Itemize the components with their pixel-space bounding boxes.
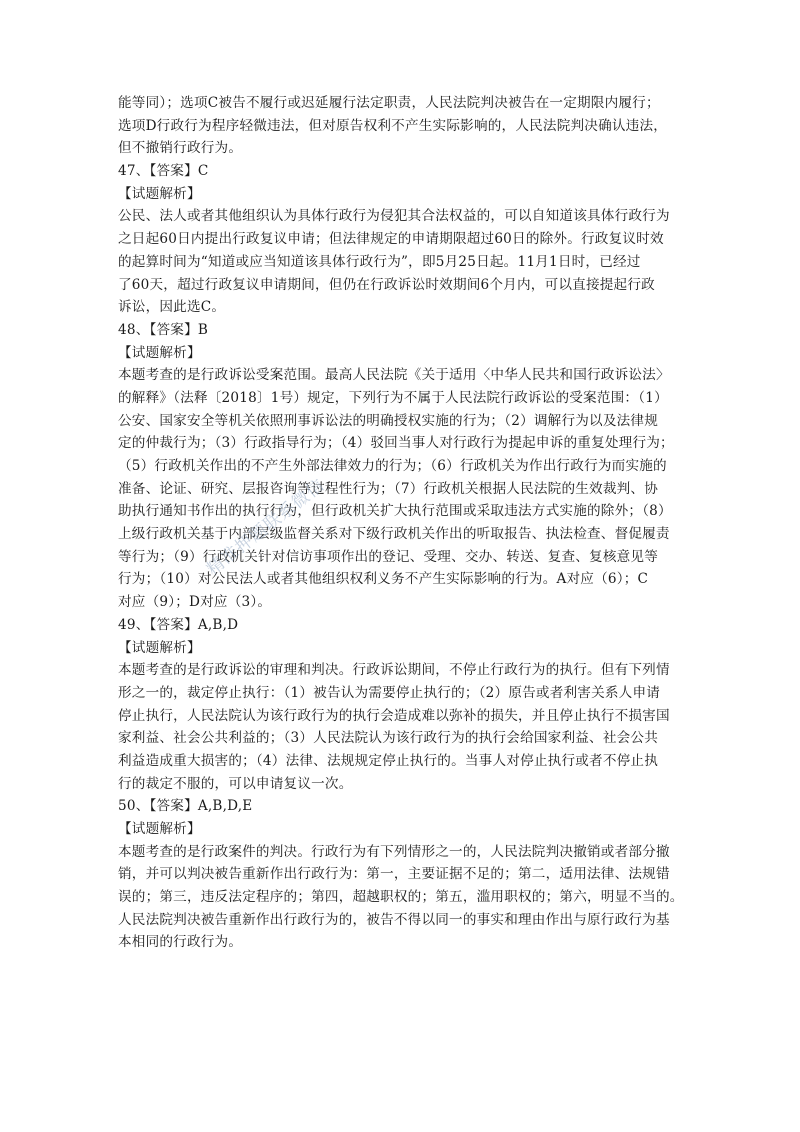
text-line: 行为；（10）对公民法人或者其他组织权利义务不产生实际影响的行为。A对应（6）；C (118, 571, 649, 588)
text-line: （5）行政机关作出的不产生外部法律效力的行为；（6）行政机关为作出行政行为而实施的 (118, 458, 667, 474)
text-line: 对应（9）；D对应（3）。 (118, 594, 272, 611)
text-line: 48、【答案】B (118, 321, 209, 338)
text-line: 公安、国家安全等机关依照刑事诉讼法的明确授权实施的行为；（2）调解行为以及法律规 (118, 412, 659, 429)
text-line: 上级行政机关基于内部层级监督关系对下级行政机关作出的听取报告、执法检查、督促履责 (118, 526, 670, 543)
text-line: 准备、论证、研究、层报咨询等过程性行为；（7）行政机关根据人民法院的生效裁判、协 (118, 480, 659, 497)
text-line: 47、【答案】C (118, 163, 209, 180)
text-line: 形之一的，裁定停止执行：（1）被告认为需要停止执行的；（2）原告或者利害关系人申请 (118, 684, 661, 701)
text-line: 【试题解析】 (118, 185, 201, 202)
text-line: 了60天，超过行政复议申请期间，但仍在行政诉讼时效期间6个月内，可以直接提起行政 (118, 276, 655, 293)
text-line: 的起算时间为“知道或应当知道该具体行政行为”，即5月25日起。11月1日时，已经过 (118, 253, 641, 270)
text-line: 本题考查的是行政案件的判决。行政行为有下列情形之一的，人民法院判决撤销或者部分撤 (118, 843, 670, 860)
text-line: 【试题解析】 (118, 639, 201, 656)
text-line: 能等同）；选项C被告不履行或迟延履行法定职责，人民法院判决被告在一定期限内履行； (118, 95, 660, 111)
text-line: 定的仲裁行为；（3）行政指导行为；（4）驳回当事人对行政行为提起申诉的重复处理行为； (118, 435, 674, 452)
text-line: 的解释》（法释〔2018〕1号）规定，下列行为不属于人民法院行政诉讼的受案范围：（1） (118, 389, 668, 406)
text-line: 助执行通知书作出的执行行为，但行政机关扩大执行范围或采取违法方式实施的除外；（8） (118, 503, 672, 520)
text-line: 销，并可以判决被告重新作出行政行为：第一，主要证据不足的；第二，适用法律、法规错 (118, 866, 670, 883)
text-line: 49、【答案】A,B,D (118, 616, 239, 633)
watermark: 精准押题联系微信 (203, 475, 329, 580)
text-line: 行的裁定不服的，可以申请复议一次。 (118, 775, 353, 792)
text-line: 本题考查的是行政诉讼的审理和判决。行政诉讼期间，不停止行政行为的执行。但有下列情 (118, 662, 670, 679)
text-line: 但不撤销行政行为。 (118, 140, 243, 157)
text-line: 【试题解析】 (118, 344, 201, 361)
text-line: 利益造成重大损害的；（4）法律、法规规定停止执行的。当事人对停止执行或者不停止执 (118, 752, 659, 769)
text-line: 本题考查的是行政诉讼受案范围。最高人民法院《关于适用〈中华人民共和国行政诉讼法〉 (118, 367, 670, 384)
text-line: 误的；第三，违反法定程序的；第四，超越职权的；第五，滥用职权的；第六，明显不当的。 (118, 889, 684, 906)
text-line: 停止执行，人民法院认为该行政行为的执行会造成难以弥补的损失，并且停止执行不损害国 (118, 707, 670, 724)
text-line: 本相同的行政行为。 (118, 934, 243, 951)
text-line: 之日起60日内提出行政复议申请；但法律规定的申请期限超过60日的除外。行政复议时效 (118, 231, 664, 248)
text-line: 诉讼，因此选C。 (118, 299, 226, 316)
text-line: 公民、法人或者其他组织认为具体行政行为侵犯其合法权益的，可以自知道该具体行政行为 (118, 208, 670, 225)
text-line: 【试题解析】 (118, 821, 201, 837)
text-line: 人民法院判决被告重新作出行政行为的，被告不得以同一的事实和理由作出与原行政行为基 (118, 911, 670, 928)
text-line: 家利益、社会公共利益的；（3）人民法院认为该行政行为的执行会给国家利益、社会公共 (118, 730, 659, 747)
text-line: 选项D行政行为程序轻微违法，但对原告权利不产生实际影响的，人民法院判决确认违法， (118, 117, 668, 134)
text-line: 等行为；（9）行政机关针对信访事项作出的登记、受理、交办、转送、复查、复核意见等 (118, 548, 659, 565)
document-page (118, 92, 684, 954)
text-line: 50、【答案】A,B,D,E (118, 798, 253, 815)
